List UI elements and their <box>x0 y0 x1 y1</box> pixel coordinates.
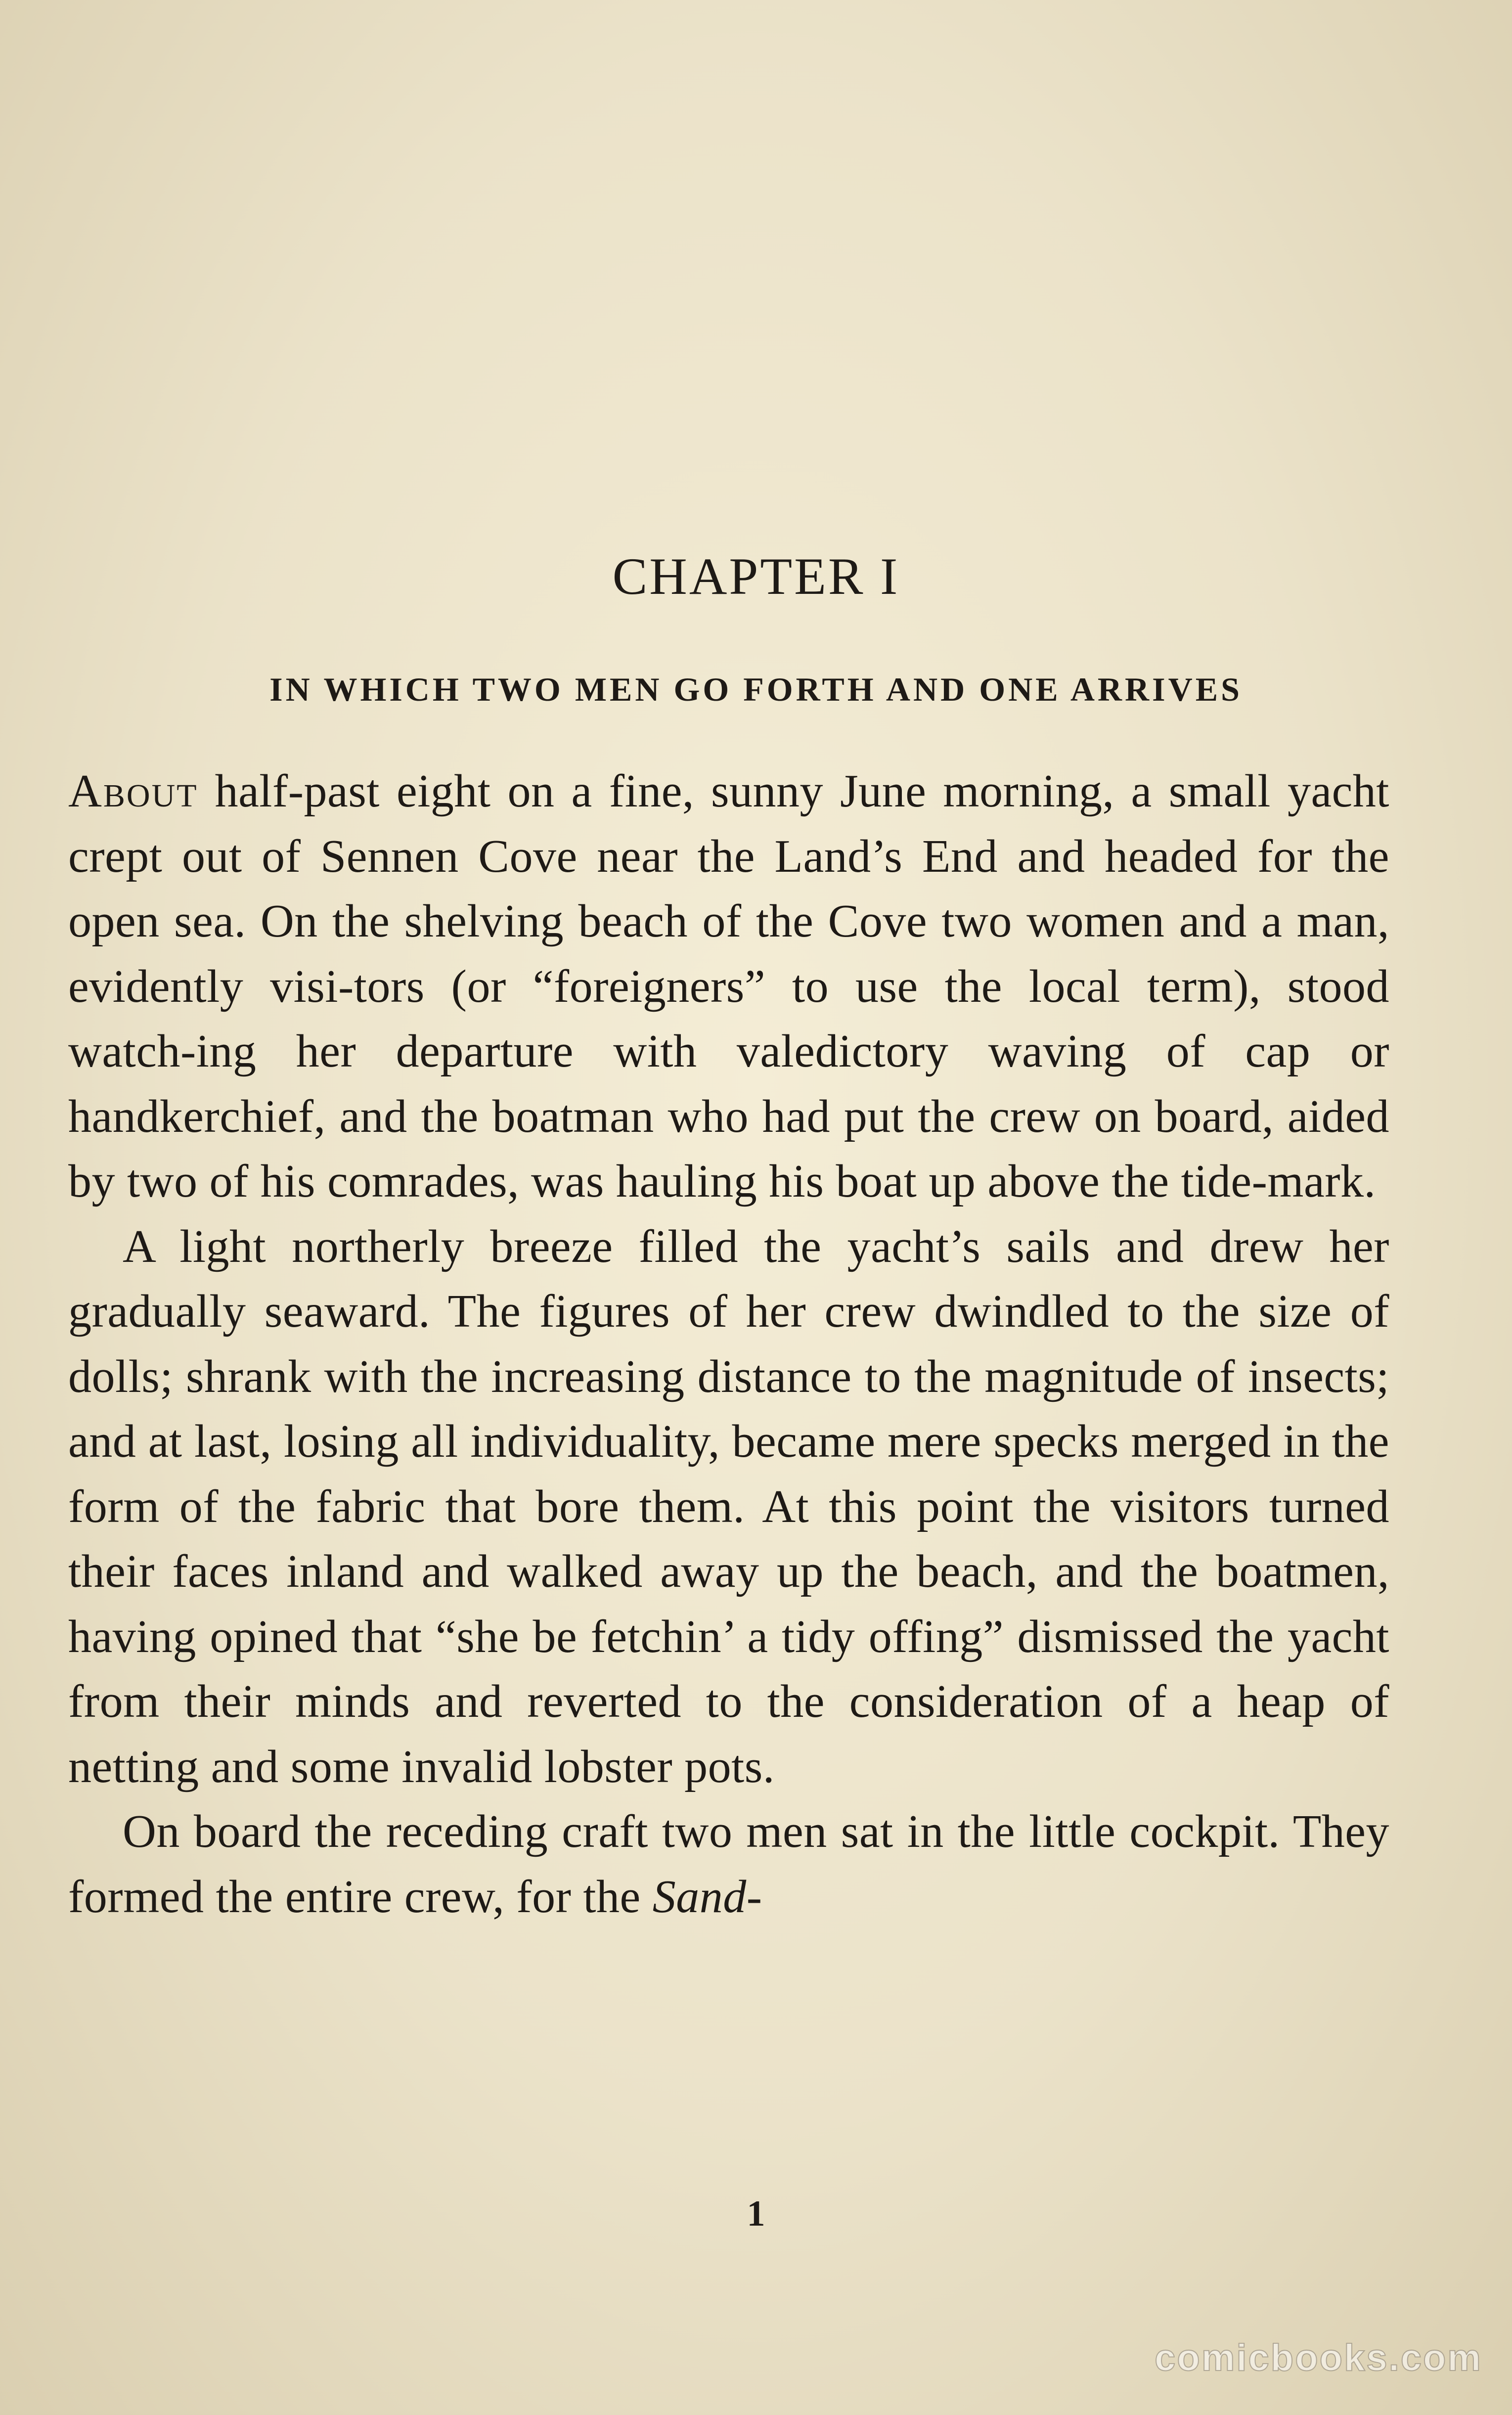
chapter-title: CHAPTER I <box>612 547 900 605</box>
paragraph-3 <box>68 1799 1389 1929</box>
paragraph-3-italic-tail: Sand- <box>652 1871 762 1923</box>
paragraph-1 <box>68 759 1389 1214</box>
body-text <box>68 759 1389 1929</box>
paragraph-1-text: half-past eight on a fine, sunny June morning, a small yacht crept out of Sennen Cove near the Land’s End and headed for the open sea. On the shelving beach of the Cove two women and a man, evidently visi-tors (or “foreigners” to use the local term), stood watch-ing her departure with valedictory waving of cap or handkerchief, and the boatman who had put the crew on board, aided by two of his comrades, was hauling his boat up above the tide-mark. <box>68 765 1389 1207</box>
watermark: comicbooks.com <box>1155 2337 1482 2379</box>
paragraph-2: A light northerly breeze filled the yacht’s sails and drew her gradually seaward. The figures of her crew dwindled to the size of dolls; shrank with the increasing distance to the magnitude of insects; and at last, losing all individuality, became mere specks merged in the form of the fabric that bore them. At this point the visitors turned their faces inland and walked away up the beach, and the boatmen, having opined that “she be fetchin’ a tidy offing” dismissed the yacht from their minds and reverted to the consideration of a heap of netting and some invalid lobster pots. <box>68 1220 1389 1792</box>
paragraph-1-lead: About <box>68 765 198 817</box>
paragraph-3-text: On board the receding craft two men sat in the little cockpit. They formed the entire crew, for the <box>68 1806 1389 1923</box>
chapter-subtitle: IN WHICH TWO MEN GO FORTH AND ONE ARRIVES <box>269 671 1243 708</box>
page-number: 1 <box>747 2193 765 2234</box>
